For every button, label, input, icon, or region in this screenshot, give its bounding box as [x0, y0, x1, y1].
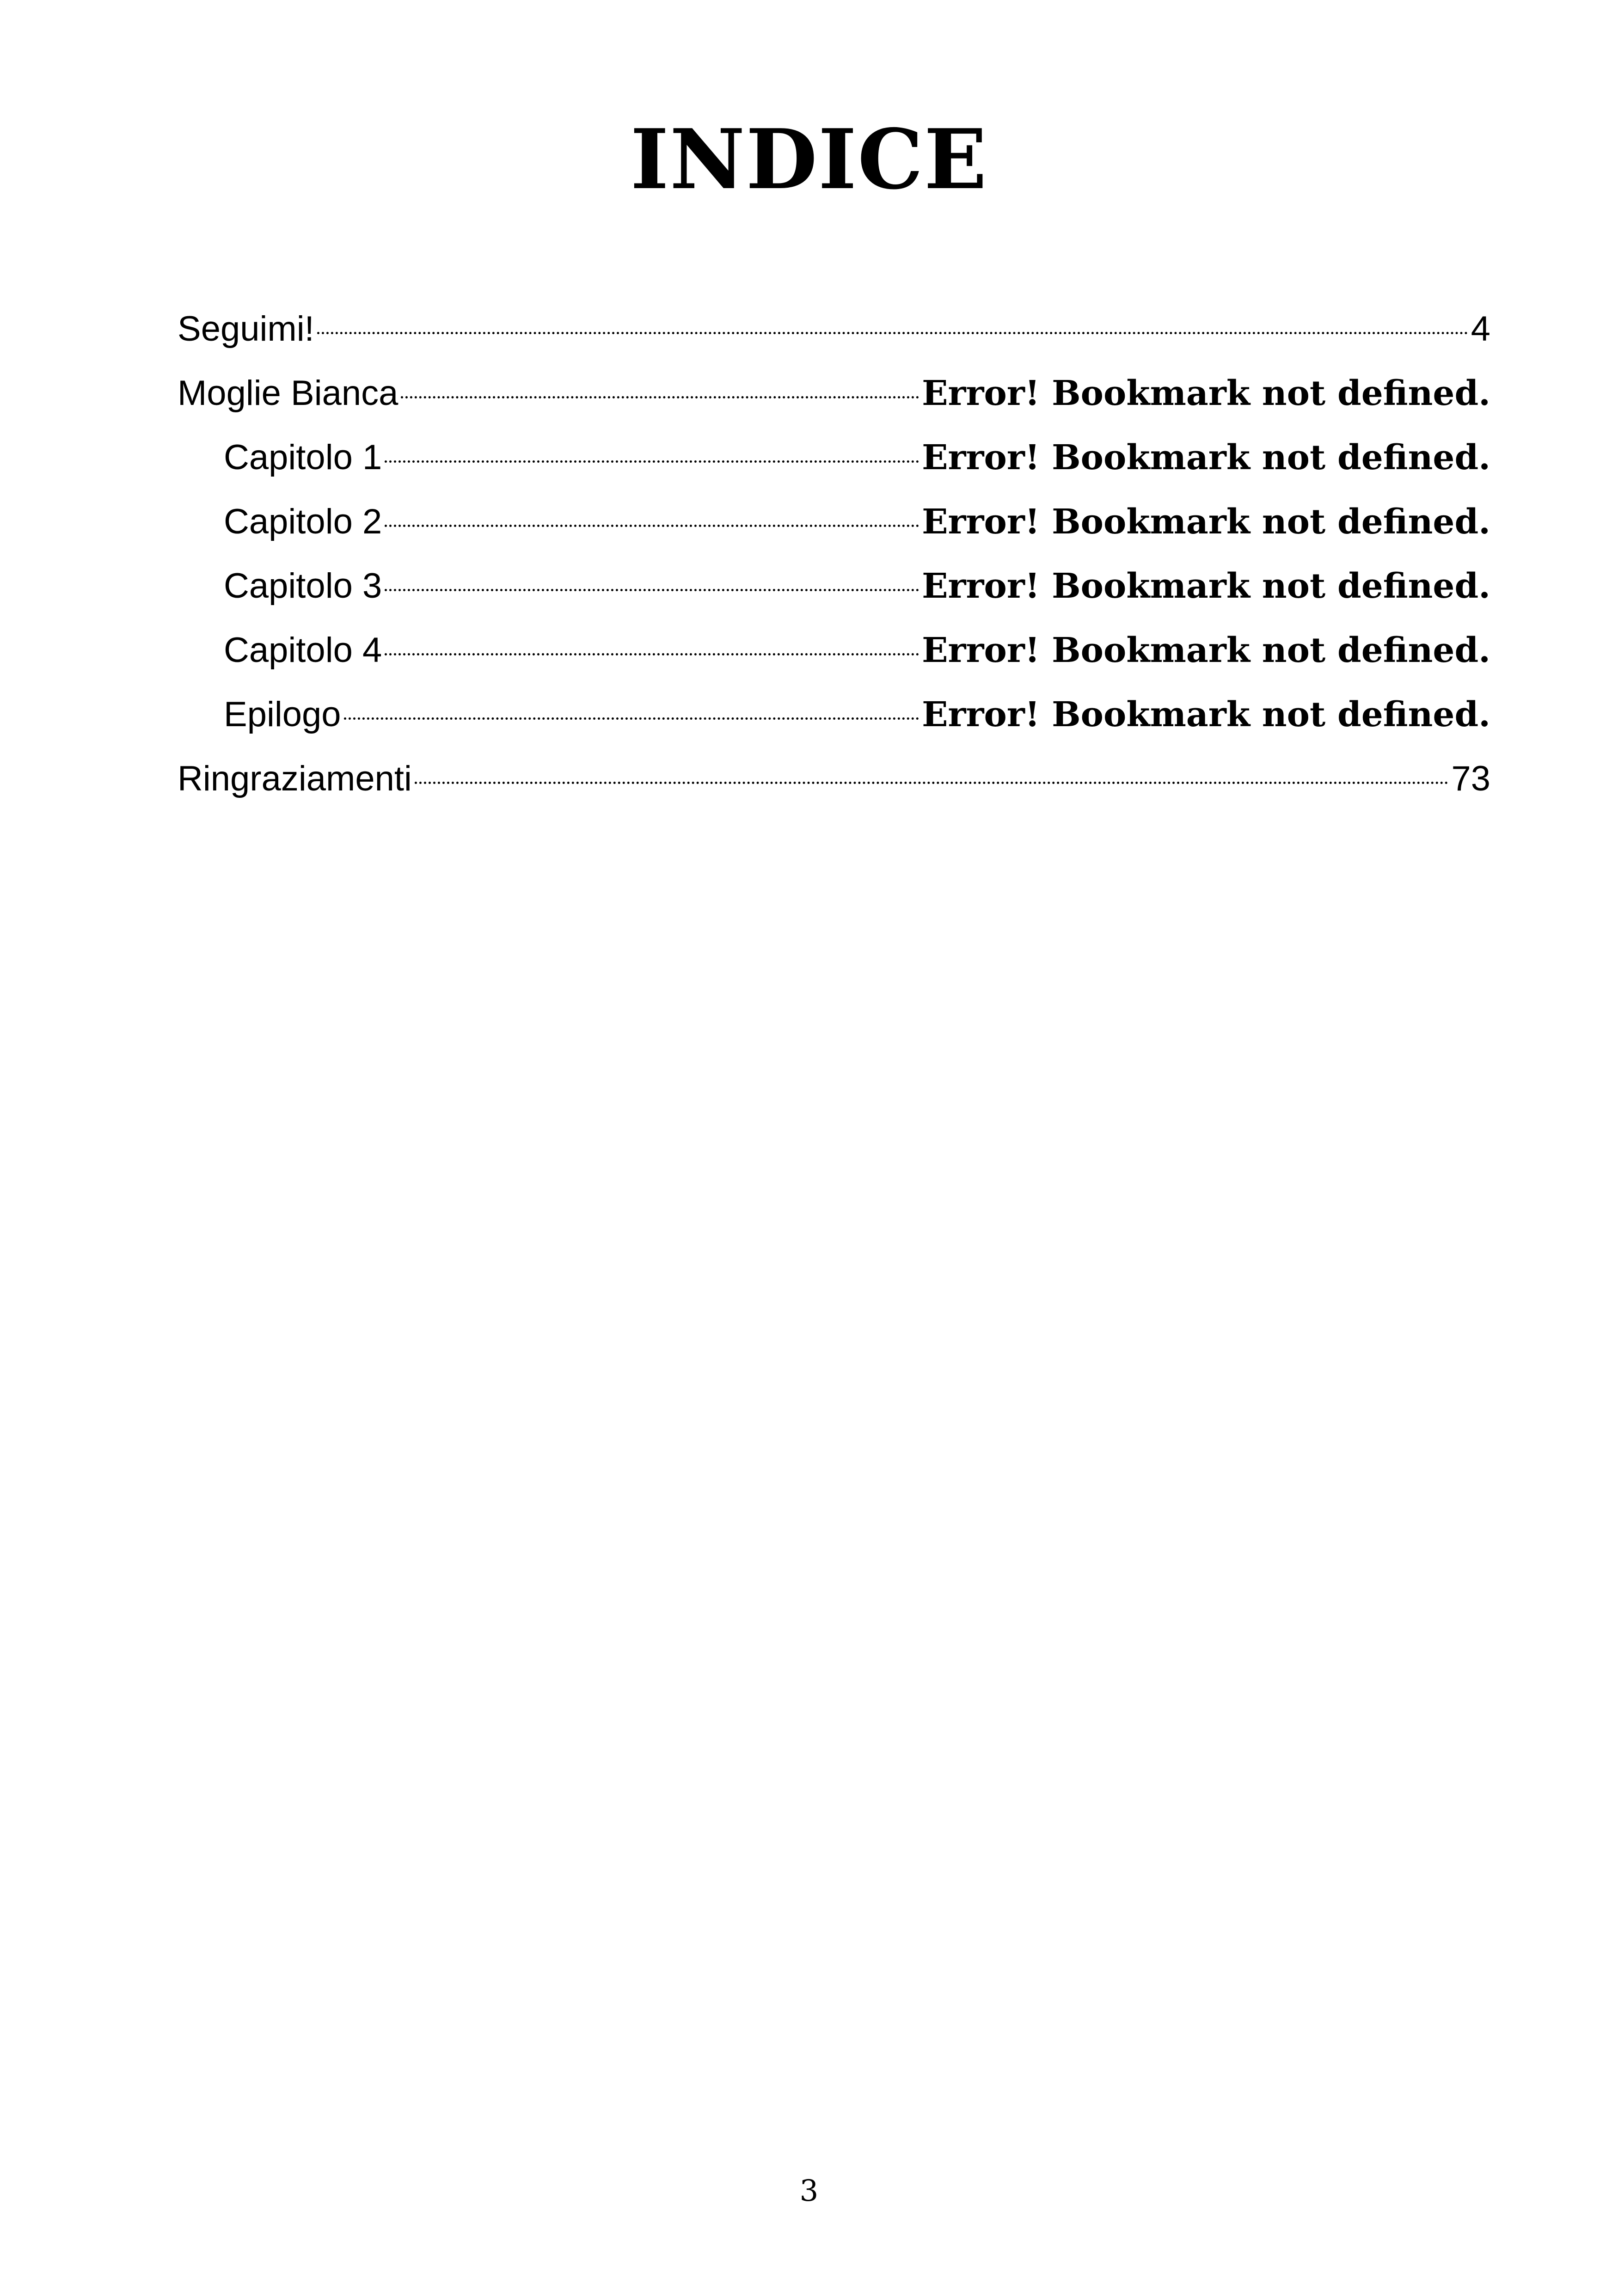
toc-entry-label: Capitolo 3	[224, 566, 382, 606]
dot-leader	[385, 653, 919, 655]
toc-entry-moglie-bianca[interactable]	[178, 361, 1490, 425]
dot-leader	[385, 460, 919, 463]
toc-entry-label: Capitolo 1	[224, 438, 382, 477]
toc-entry-page: 73	[1451, 759, 1490, 798]
table-of-contents	[178, 297, 1490, 811]
dot-leader	[344, 717, 919, 720]
dot-leader	[385, 589, 919, 591]
toc-entry-epilogo[interactable]	[178, 682, 1490, 747]
toc-entry-capitolo-1[interactable]	[178, 425, 1490, 490]
toc-entry-seguimi[interactable]	[178, 297, 1490, 361]
toc-entry-label: Epilogo	[224, 695, 341, 734]
dot-leader	[401, 396, 919, 398]
toc-entry-capitolo-3[interactable]	[178, 554, 1490, 618]
toc-entry-ringraziamenti[interactable]	[178, 747, 1490, 811]
toc-entry-label: Moglie Bianca	[178, 373, 398, 413]
toc-entry-page: 4	[1471, 309, 1490, 349]
toc-entry-page: Error! Bookmark not defined.	[922, 373, 1490, 413]
toc-entry-page: Error! Bookmark not defined.	[922, 695, 1490, 735]
toc-entry-page: Error! Bookmark not defined.	[922, 566, 1490, 606]
page-number: 3	[799, 2174, 819, 2208]
toc-entry-capitolo-4[interactable]	[178, 618, 1490, 682]
toc-entry-label: Capitolo 2	[224, 502, 382, 541]
page-title: INDICE	[630, 111, 988, 208]
toc-entry-label: Ringraziamenti	[178, 759, 412, 798]
toc-entry-label: Seguimi!	[178, 309, 314, 349]
toc-entry-page: Error! Bookmark not defined.	[922, 502, 1490, 542]
toc-entry-page: Error! Bookmark not defined.	[922, 631, 1490, 670]
toc-entry-capitolo-2[interactable]	[178, 490, 1490, 554]
toc-entry-page: Error! Bookmark not defined.	[922, 438, 1490, 478]
dot-leader	[415, 782, 1449, 784]
toc-entry-label: Capitolo 4	[224, 631, 382, 670]
dot-leader	[385, 525, 919, 527]
dot-leader	[317, 332, 1468, 334]
